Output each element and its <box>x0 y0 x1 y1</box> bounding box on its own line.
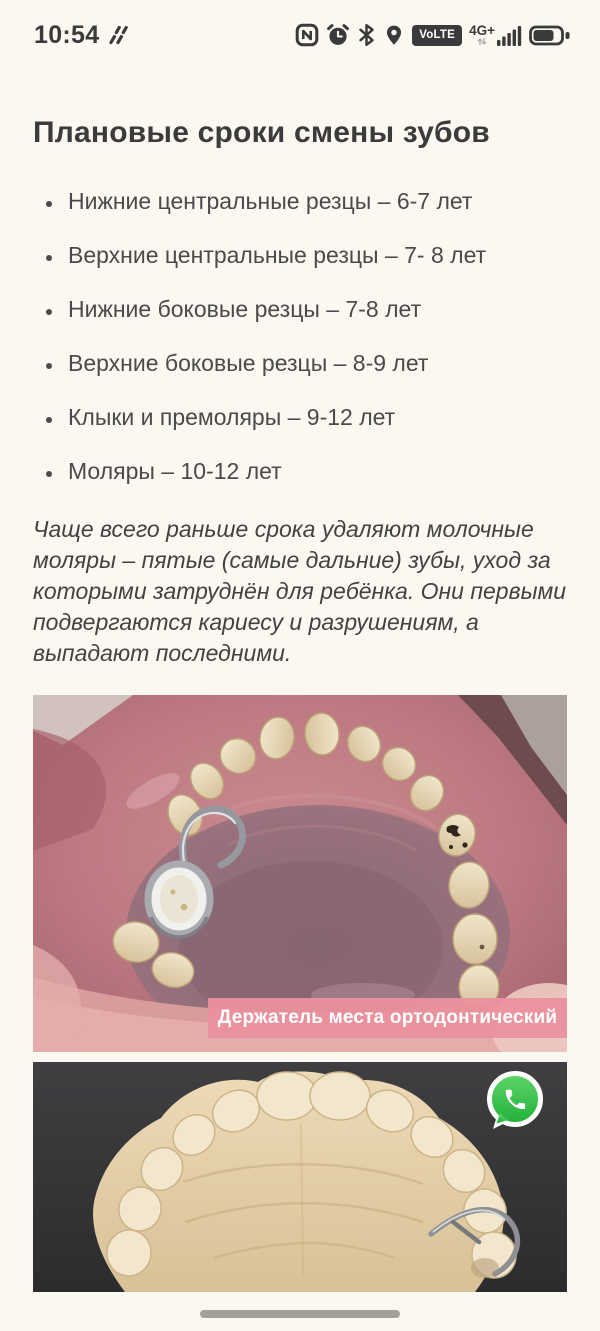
volte-badge <box>412 25 462 46</box>
status-bar <box>0 0 600 62</box>
list-item: • Клыки и премоляры – 9-12 лет <box>64 402 567 432</box>
clock: 10:54 <box>34 20 100 49</box>
note-line: Чаще всего раньше срока удаляют молочные <box>33 516 534 542</box>
signal-strength-icon <box>497 25 522 46</box>
photo-caption: Держатель места ортодонтический <box>208 998 567 1038</box>
page-title: Плановые сроки смены зубов <box>33 116 490 149</box>
list-item: • Нижние центральные резцы – 6-7 лет <box>64 186 567 216</box>
note-line: подвергаются кариесу и разрушениям, а <box>33 609 479 635</box>
network-type-label: 4G+ <box>469 22 495 38</box>
mobile-network-indicator <box>469 24 522 47</box>
note-line: выпадают последними. <box>33 640 292 666</box>
nfc-icon <box>295 23 319 47</box>
dual-channel-network-icon <box>107 24 129 46</box>
volte-label: VoLTE <box>419 29 455 41</box>
whatsapp-icon <box>481 1069 547 1137</box>
home-indicator[interactable] <box>200 1310 400 1318</box>
alarm-icon <box>326 23 350 47</box>
bluetooth-icon <box>357 23 376 47</box>
list-item: • Нижние боковые резцы – 7-8 лет <box>64 294 567 324</box>
list-item: • Верхние боковые резцы – 8-9 лет <box>64 348 567 378</box>
battery-icon <box>529 25 570 46</box>
note-line: которыми затруднён для ребёнка. Они первыми <box>33 578 567 604</box>
list-item: • Верхние центральные резцы – 7- 8 лет <box>64 240 567 270</box>
whatsapp-button[interactable] <box>481 1069 547 1137</box>
note-line: моляры – пятые (самые дальние) зубы, уход за <box>33 547 551 573</box>
list-item: • Моляры – 10-12 лет <box>64 456 567 486</box>
location-icon <box>383 23 405 47</box>
intraoral-photo <box>33 695 567 1052</box>
note-paragraph <box>33 514 567 669</box>
teeth-schedule-list <box>33 186 567 486</box>
data-activity-arrows-icon <box>477 37 487 46</box>
